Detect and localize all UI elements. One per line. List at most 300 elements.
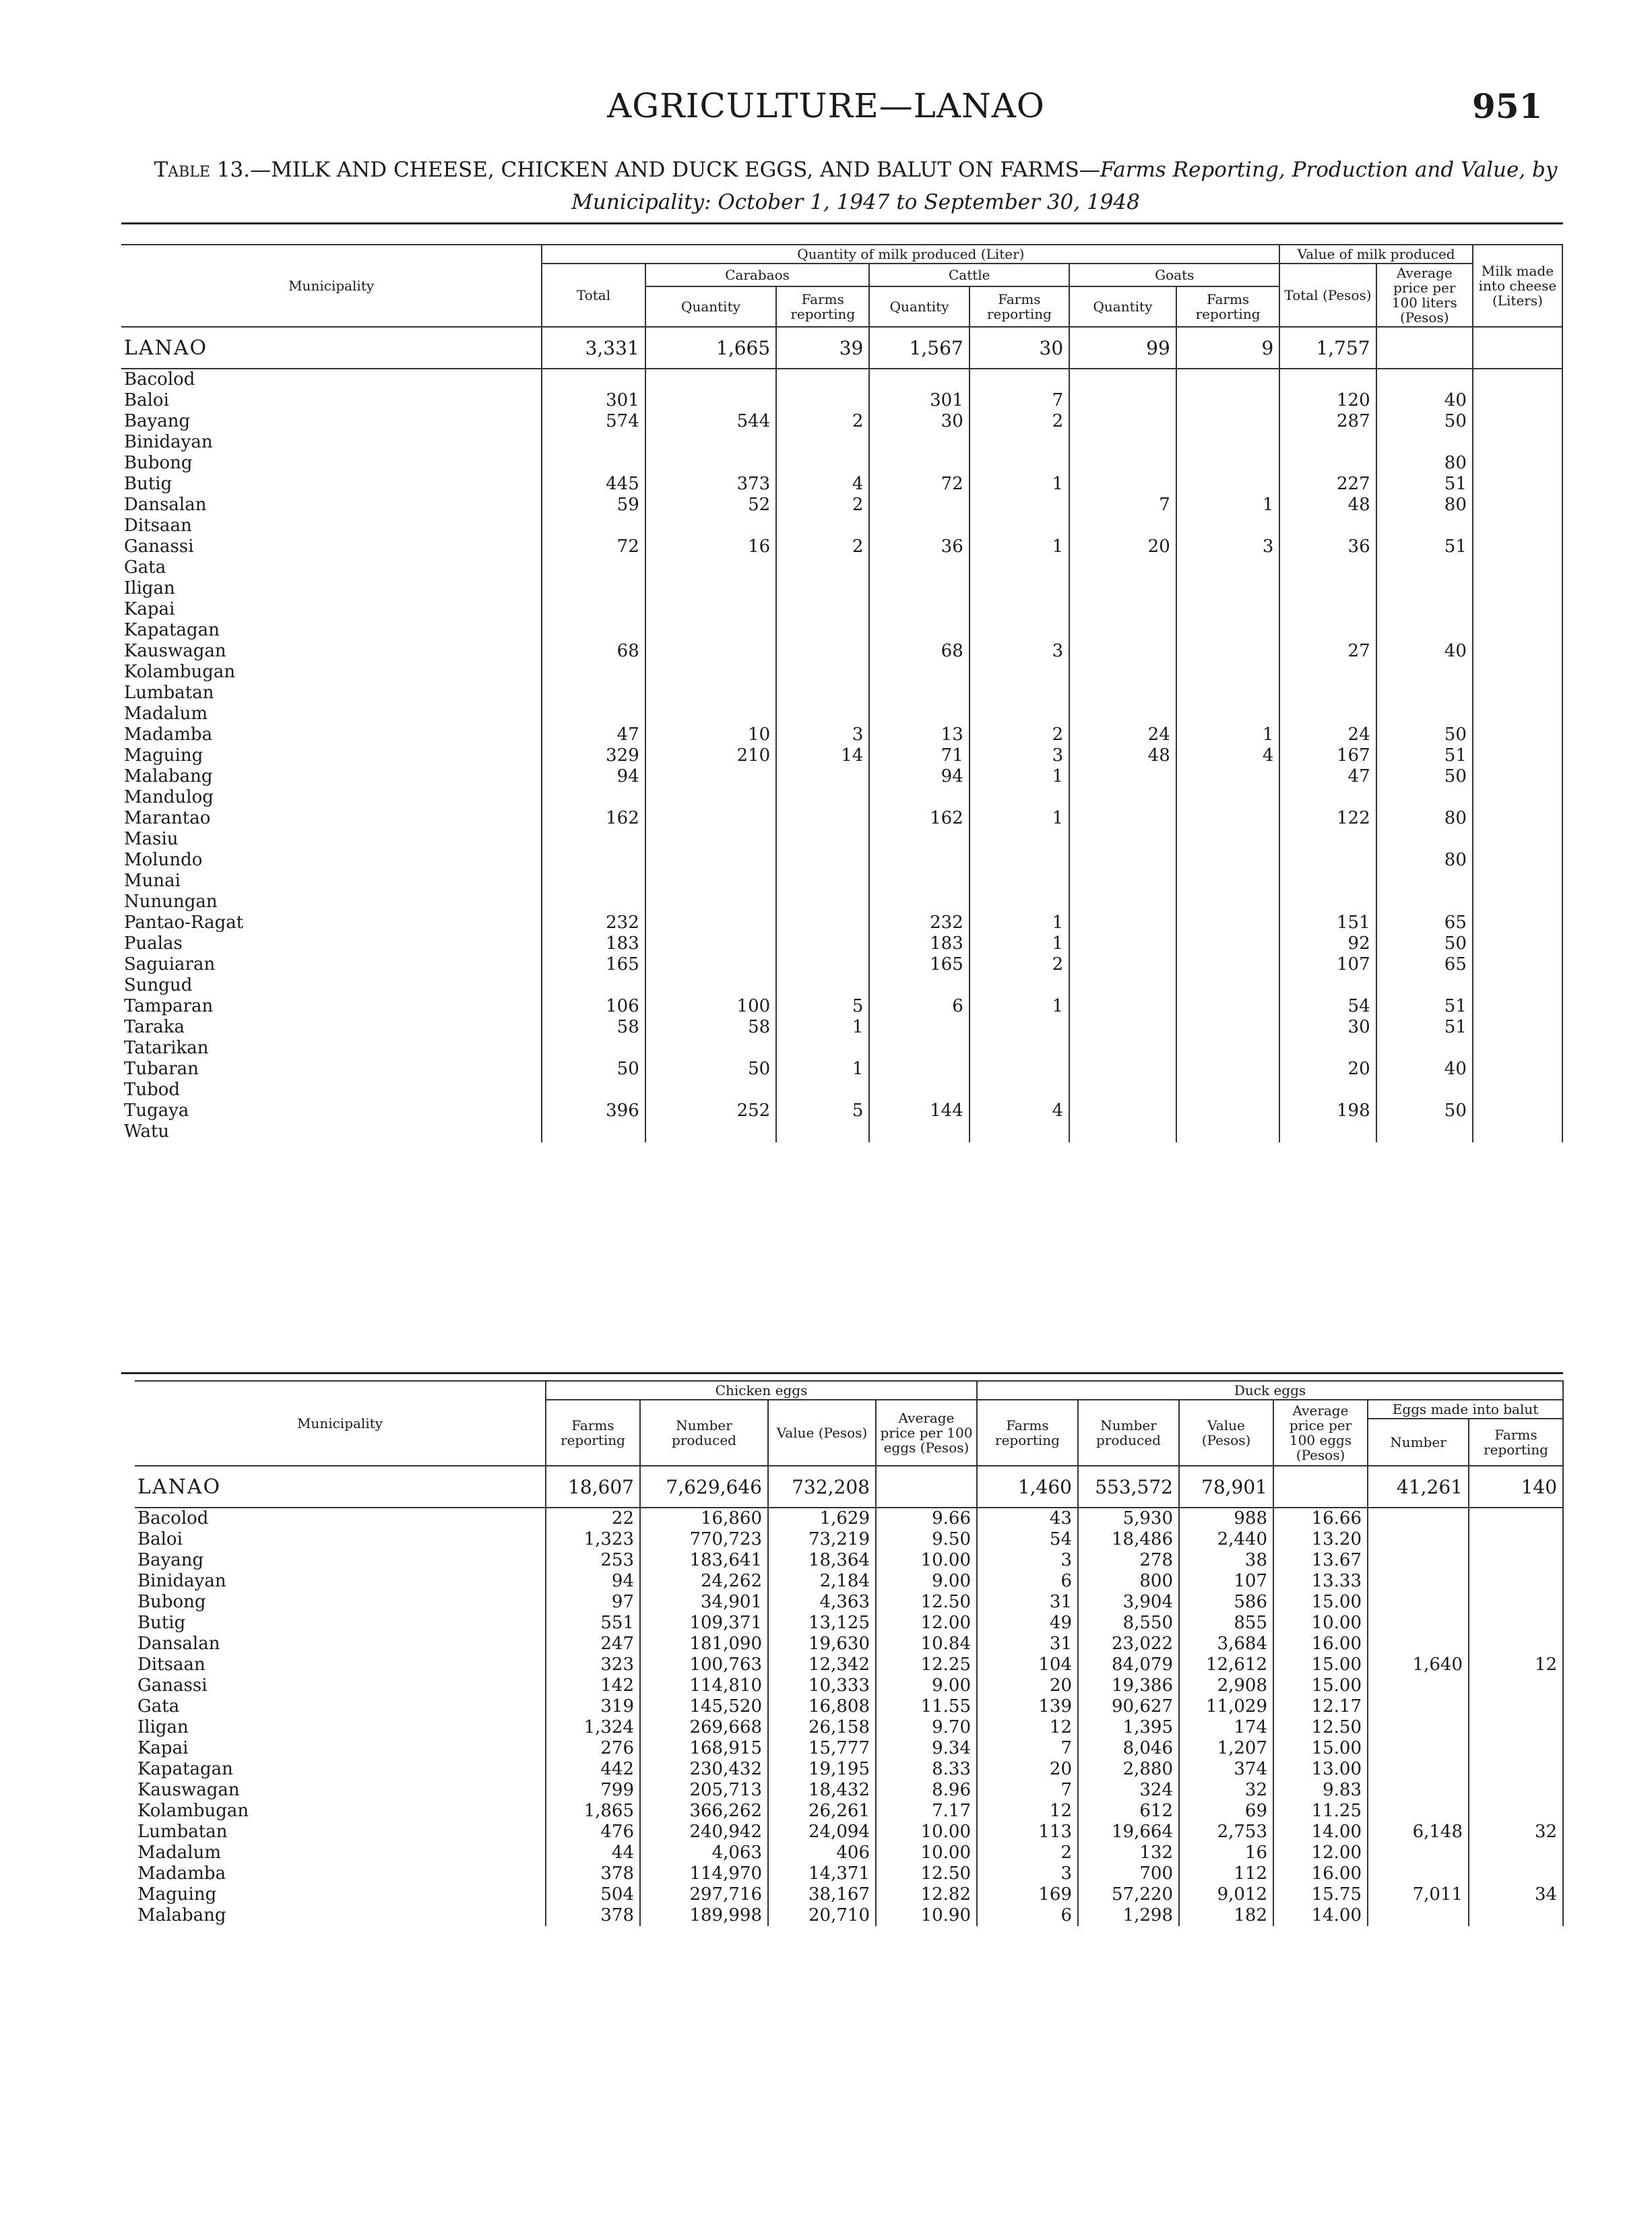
table-cell: 15.00 [1273, 1592, 1368, 1613]
table-cell [970, 578, 1069, 599]
municipality-name: Kapai [135, 1738, 546, 1759]
table-cell [1469, 1613, 1563, 1634]
table-cell [645, 1080, 776, 1101]
egg-table-body [135, 1466, 1563, 1926]
table-cell: 1,865 [546, 1801, 640, 1822]
table-cell [869, 1017, 969, 1038]
table-cell: 11,029 [1179, 1696, 1273, 1717]
table-cell: 1 [970, 933, 1069, 954]
table-cell: 5 [776, 1101, 869, 1121]
table-cell [645, 913, 776, 933]
table-cell [1469, 1508, 1563, 1529]
table-cell: 2,184 [768, 1571, 876, 1592]
table-cell [1469, 1717, 1563, 1738]
table-cell [1176, 1080, 1280, 1101]
table-cell: 31 [977, 1634, 1078, 1655]
table-cell: 10.84 [876, 1634, 977, 1655]
table-cell: 19,386 [1078, 1675, 1179, 1696]
table-cell [1069, 369, 1176, 390]
table-cell: 20 [977, 1759, 1078, 1780]
table-cell [1473, 662, 1562, 683]
table-cell [1473, 892, 1562, 913]
table-cell: 40 [1376, 641, 1473, 662]
egg-header-duck-avg: Average price per 100 eggs (Pesos) [1273, 1400, 1368, 1466]
table-cell [869, 1059, 969, 1080]
municipality-name: Iligan [135, 1717, 546, 1738]
table-row [121, 578, 1562, 599]
table-cell [1473, 599, 1562, 620]
table-cell [542, 1121, 645, 1142]
table-cell: 329 [542, 745, 645, 766]
table-cell [1069, 913, 1176, 933]
table-cell [1469, 1905, 1563, 1926]
table-cell: 6 [977, 1905, 1078, 1926]
table-cell: 50 [1376, 411, 1473, 432]
table-cell: 16.00 [1273, 1863, 1368, 1884]
table-row [135, 1675, 1563, 1696]
table-cell [776, 892, 869, 913]
table-row [121, 495, 1562, 516]
table-cell [1069, 1101, 1176, 1121]
table-cell: 9.00 [876, 1675, 977, 1696]
milk-table-body [121, 327, 1562, 1142]
table-row [121, 913, 1562, 933]
table-row [121, 808, 1562, 829]
table-cell: 20 [1069, 536, 1176, 557]
table-cell [1069, 850, 1176, 871]
municipality-name: Bayang [135, 1550, 546, 1571]
table-cell: 1 [970, 474, 1069, 495]
table-cell [869, 495, 969, 516]
egg-header-duck-value: Value (Pesos) [1179, 1400, 1273, 1466]
table-cell [970, 495, 1069, 516]
table-cell: 553,572 [1078, 1466, 1179, 1508]
table-cell: 19,630 [768, 1634, 876, 1655]
table-cell: 113 [977, 1822, 1078, 1843]
table-cell [1473, 369, 1562, 390]
table-cell [645, 787, 776, 808]
table-row [121, 369, 1562, 390]
table-cell: 168,915 [640, 1738, 768, 1759]
table-cell: 106 [542, 996, 645, 1017]
table-subtitle: —Farms Reporting, Production and Value, by Municipality: October 1, 1947 to September 30, 1948 [571, 158, 1558, 214]
table-cell: 2 [977, 1843, 1078, 1863]
table-title: MILK AND CHEESE, CHICKEN AND DUCK EGGS, AND BALUT ON FARMS [271, 158, 1079, 182]
table-cell [869, 704, 969, 724]
table-cell: 40 [1376, 390, 1473, 411]
table-row [121, 745, 1562, 766]
table-cell [1069, 411, 1176, 432]
table-cell [869, 1038, 969, 1059]
table-cell: 378 [546, 1863, 640, 1884]
milk-header-cattle-qty: Quantity [869, 286, 969, 327]
table-cell [970, 1038, 1069, 1059]
table-cell [1469, 1696, 1563, 1717]
municipality-name: Tubaran [121, 1059, 542, 1080]
table-cell [645, 453, 776, 474]
table-cell [1279, 892, 1376, 913]
table-cell: 162 [542, 808, 645, 829]
milk-header-municipality: Municipality [121, 245, 542, 327]
table-cell [1069, 1038, 1176, 1059]
table-cell [645, 704, 776, 724]
table-cell: 5 [776, 996, 869, 1017]
table-cell: 800 [1078, 1571, 1179, 1592]
table-cell [1279, 704, 1376, 724]
table-cell [1368, 1508, 1469, 1529]
table-cell [1279, 557, 1376, 578]
table-cell: 373 [645, 474, 776, 495]
table-cell [1069, 1059, 1176, 1080]
table-cell [645, 578, 776, 599]
table-cell: 4 [776, 474, 869, 495]
table-cell [970, 829, 1069, 850]
table-cell [542, 599, 645, 620]
table-cell: 139 [977, 1696, 1078, 1717]
municipality-name: Kapai [121, 599, 542, 620]
table-cell [1473, 1017, 1562, 1038]
table-cell [1069, 620, 1176, 641]
table-cell [1279, 662, 1376, 683]
table-cell: 551 [546, 1613, 640, 1634]
table-cell [542, 1038, 645, 1059]
table-cell: 2,440 [1179, 1529, 1273, 1550]
table-row [121, 1080, 1562, 1101]
municipality-name: Munai [121, 871, 542, 892]
table-cell: 73,219 [768, 1529, 876, 1550]
milk-header-value-total: Total (Pesos) [1279, 264, 1376, 327]
table-cell: 43 [977, 1508, 1078, 1529]
table-cell [970, 850, 1069, 871]
table-cell [1469, 1738, 1563, 1759]
municipality-name: Tubod [121, 1080, 542, 1101]
table-cell [1473, 996, 1562, 1017]
table-row [121, 557, 1562, 578]
table-cell [1176, 369, 1280, 390]
table-cell: 1,460 [977, 1466, 1078, 1508]
table-cell [645, 933, 776, 954]
municipality-name: Malabang [135, 1905, 546, 1926]
table-cell [970, 369, 1069, 390]
table-cell: 12 [977, 1717, 1078, 1738]
table-cell [1069, 1121, 1176, 1142]
table-cell [1279, 829, 1376, 850]
municipality-name: Lumbatan [121, 683, 542, 704]
table-cell: 1 [776, 1059, 869, 1080]
table-cell: 71 [869, 745, 969, 766]
table-cell [1069, 599, 1176, 620]
table-row [121, 453, 1562, 474]
table-cell [645, 432, 776, 453]
table-row [121, 954, 1562, 975]
table-cell: 24 [1279, 724, 1376, 745]
table-cell [1368, 1529, 1469, 1550]
table-cell: 12,342 [768, 1655, 876, 1675]
page-header-title: AGRICULTURE—LANAO [607, 86, 1045, 125]
table-cell [1279, 1038, 1376, 1059]
table-cell: 165 [542, 954, 645, 975]
table-cell: 44 [546, 1843, 640, 1863]
table-cell: 38,167 [768, 1884, 876, 1905]
table-cell [645, 599, 776, 620]
table-cell [1176, 1059, 1280, 1080]
table-cell: 26,158 [768, 1717, 876, 1738]
table-cell: 1 [970, 766, 1069, 787]
milk-header-goat-farms: Farms reporting [1176, 286, 1280, 327]
table-cell [776, 1080, 869, 1101]
table-cell: 15.00 [1273, 1675, 1368, 1696]
table-cell [1376, 1038, 1473, 1059]
table-row [121, 829, 1562, 850]
table-cell [1469, 1634, 1563, 1655]
municipality-name: LANAO [135, 1466, 546, 1508]
table-cell: 2 [970, 411, 1069, 432]
table-cell [1473, 1121, 1562, 1142]
table-cell: 1 [970, 536, 1069, 557]
table-cell: 52 [645, 495, 776, 516]
table-cell [1473, 808, 1562, 829]
table-cell [1473, 495, 1562, 516]
table-cell [776, 808, 869, 829]
table-row [121, 411, 1562, 432]
table-cell [1069, 683, 1176, 704]
table-cell: 5,930 [1078, 1508, 1179, 1529]
milk-header-carabao-qty: Quantity [645, 286, 776, 327]
table-cell: 50 [1376, 933, 1473, 954]
table-cell [542, 683, 645, 704]
table-cell [869, 662, 969, 683]
municipality-name: Ganassi [135, 1675, 546, 1696]
municipality-name: Tugaya [121, 1101, 542, 1121]
table-cell: 10.00 [876, 1550, 977, 1571]
table-cell: 366,262 [640, 1801, 768, 1822]
table-cell: 54 [1279, 996, 1376, 1017]
table-cell [1469, 1780, 1563, 1801]
table-cell: 80 [1376, 850, 1473, 871]
table-cell [1176, 933, 1280, 954]
table-cell: 574 [542, 411, 645, 432]
milk-header-quantity-group: Quantity of milk produced (Liter) [542, 245, 1279, 264]
table-row [121, 1038, 1562, 1059]
table-row [121, 766, 1562, 787]
table-cell: 9 [1176, 327, 1280, 369]
table-cell: 544 [645, 411, 776, 432]
table-cell: 10.00 [876, 1843, 977, 1863]
table-cell: 2,753 [1179, 1822, 1273, 1843]
table-cell [776, 557, 869, 578]
egg-header-chicken-number: Number produced [640, 1400, 768, 1466]
table-cell [1279, 683, 1376, 704]
table-cell [645, 975, 776, 996]
table-row [135, 1592, 1563, 1613]
table-cell: 34,901 [640, 1592, 768, 1613]
egg-header-duck-farms: Farms reporting [977, 1400, 1078, 1466]
municipality-name: Nunungan [121, 892, 542, 913]
municipality-name: Kolambugan [121, 662, 542, 683]
table-cell: 12.00 [876, 1613, 977, 1634]
table-cell: 11.25 [1273, 1801, 1368, 1822]
table-cell: 445 [542, 474, 645, 495]
table-cell: 51 [1376, 536, 1473, 557]
table-cell [1473, 1038, 1562, 1059]
table-cell: 50 [1376, 724, 1473, 745]
table-row [121, 1101, 1562, 1121]
table-cell: 68 [869, 641, 969, 662]
table-row [121, 662, 1562, 683]
table-row [121, 850, 1562, 871]
table-cell: 32 [1469, 1822, 1563, 1843]
table-cell [869, 578, 969, 599]
table-cell: 1,640 [1368, 1655, 1469, 1675]
table-cell [1376, 327, 1473, 369]
table-cell: 109,371 [640, 1613, 768, 1634]
table-cell [970, 662, 1069, 683]
table-cell [1376, 516, 1473, 536]
table-cell: 50 [645, 1059, 776, 1080]
table-cell [1368, 1843, 1469, 1863]
table-cell [645, 620, 776, 641]
table-row [121, 724, 1562, 745]
table-cell [1376, 369, 1473, 390]
table-cell [1279, 516, 1376, 536]
table-cell: 319 [546, 1696, 640, 1717]
table-cell [1069, 766, 1176, 787]
municipality-name: Watu [121, 1121, 542, 1142]
municipality-name: Madamba [121, 724, 542, 745]
table-cell: 3,684 [1179, 1634, 1273, 1655]
table-cell: 240,942 [640, 1822, 768, 1843]
table-cell [1279, 975, 1376, 996]
table-cell [1069, 662, 1176, 683]
table-cell [776, 578, 869, 599]
table-cell [1176, 390, 1280, 411]
table-cell [542, 432, 645, 453]
table-cell: 8,046 [1078, 1738, 1179, 1759]
table-cell: 94 [546, 1571, 640, 1592]
table-cell: 36 [869, 536, 969, 557]
table-cell: 7 [1069, 495, 1176, 516]
table-cell: 770,723 [640, 1529, 768, 1550]
table-cell [970, 557, 1069, 578]
table-cell: 7,629,646 [640, 1466, 768, 1508]
table-cell [869, 599, 969, 620]
table-cell [542, 578, 645, 599]
table-cell [869, 1080, 969, 1101]
table-cell [869, 453, 969, 474]
table-cell: 14,371 [768, 1863, 876, 1884]
table-cell: 65 [1376, 954, 1473, 975]
table-cell [1376, 1080, 1473, 1101]
table-cell: 1,567 [869, 327, 969, 369]
table-cell: 13.00 [1273, 1759, 1368, 1780]
table-cell [1368, 1801, 1469, 1822]
table-cell: 323 [546, 1655, 640, 1675]
table-cell [1176, 599, 1280, 620]
table-cell: 230,432 [640, 1759, 768, 1780]
table-cell: 9.83 [1273, 1780, 1368, 1801]
table-cell: 94 [542, 766, 645, 787]
table-cell: 2,908 [1179, 1675, 1273, 1696]
table-cell: 31 [977, 1592, 1078, 1613]
table-cell: 2 [776, 495, 869, 516]
table-cell: 51 [1376, 1017, 1473, 1038]
table-cell: 58 [645, 1017, 776, 1038]
table-cell [776, 453, 869, 474]
table-cell [542, 620, 645, 641]
table-cell: 162 [869, 808, 969, 829]
table-cell [1368, 1613, 1469, 1634]
table-cell [1469, 1550, 1563, 1571]
table-cell [1473, 453, 1562, 474]
table-cell: 227 [1279, 474, 1376, 495]
table-row [121, 536, 1562, 557]
table-cell: 4,063 [640, 1843, 768, 1863]
table-cell [1069, 390, 1176, 411]
table-cell [1176, 996, 1280, 1017]
table-cell [1473, 390, 1562, 411]
table-cell: 1 [1176, 724, 1280, 745]
table-cell [1176, 578, 1280, 599]
table-cell: 68 [542, 641, 645, 662]
table-cell [776, 1038, 869, 1059]
table-cell: 107 [1279, 954, 1376, 975]
table-cell [1069, 1017, 1176, 1038]
table-cell [1368, 1759, 1469, 1780]
table-cell [776, 975, 869, 996]
table-cell: 167 [1279, 745, 1376, 766]
municipality-name: Molundo [121, 850, 542, 871]
table-cell [542, 704, 645, 724]
municipality-name: Kolambugan [135, 1801, 546, 1822]
municipality-name: Iligan [121, 578, 542, 599]
table-cell [1469, 1843, 1563, 1863]
table-cell [1376, 787, 1473, 808]
municipality-name: Baloi [135, 1529, 546, 1550]
table-row [135, 1529, 1563, 1550]
table-cell [645, 369, 776, 390]
total-row [121, 327, 1562, 369]
table-cell: 80 [1376, 495, 1473, 516]
table-cell: 47 [1279, 766, 1376, 787]
municipality-name: Kapatagan [121, 620, 542, 641]
table-row [121, 1017, 1562, 1038]
municipality-name: Butig [135, 1613, 546, 1634]
table-cell: 50 [1376, 1101, 1473, 1121]
table-cell [1376, 662, 1473, 683]
table-cell: 80 [1376, 453, 1473, 474]
table-cell: 1,207 [1179, 1738, 1273, 1759]
table-cell: 140 [1469, 1466, 1563, 1508]
table-cell: 10 [645, 724, 776, 745]
table-cell: 8,550 [1078, 1613, 1179, 1634]
table-row [121, 432, 1562, 453]
table-cell: 182 [1179, 1905, 1273, 1926]
table-cell: 6 [869, 996, 969, 1017]
table-cell: 2 [776, 411, 869, 432]
milk-header-goats: Goats [1069, 264, 1279, 286]
table-cell: 269,668 [640, 1717, 768, 1738]
table-cell: 181,090 [640, 1634, 768, 1655]
table-cell: 3 [977, 1863, 1078, 1884]
table-cell: 6 [977, 1571, 1078, 1592]
table-cell: 36 [1279, 536, 1376, 557]
table-cell: 1 [970, 996, 1069, 1017]
table-cell: 94 [869, 766, 969, 787]
table-row [121, 787, 1562, 808]
table-cell [1279, 787, 1376, 808]
municipality-name: Maguing [135, 1884, 546, 1905]
table-cell [645, 892, 776, 913]
